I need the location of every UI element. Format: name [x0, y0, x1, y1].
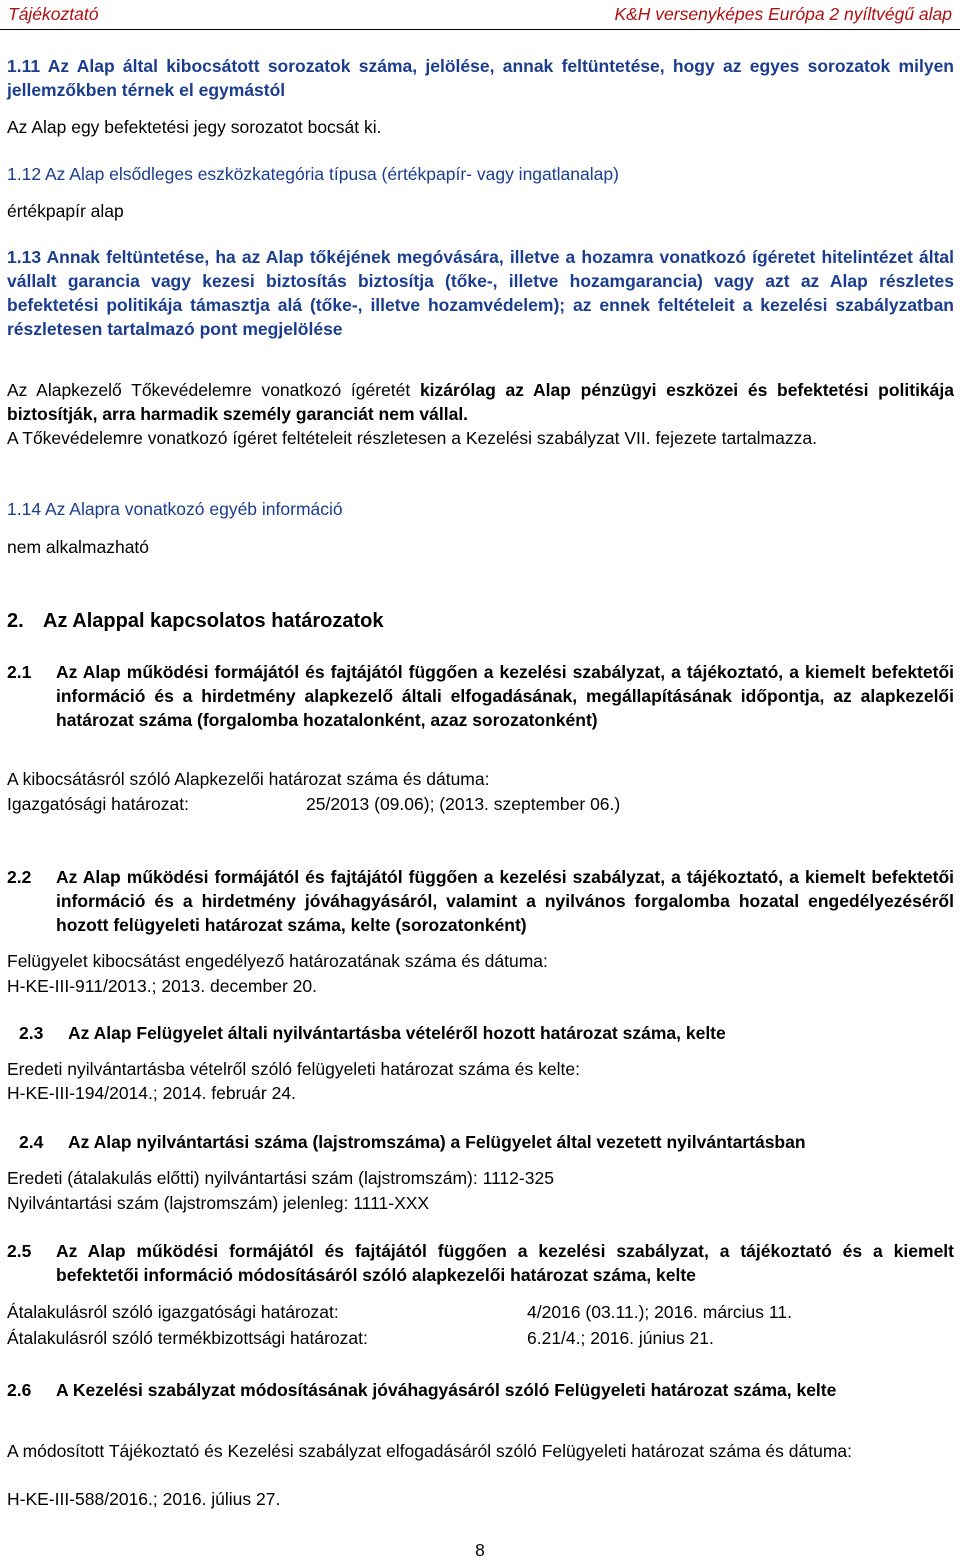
section-1-12-heading: 1.12 Az Alap elsődleges eszközkategória típusa (értékpapír- vagy ingatlanalap) [7, 164, 619, 184]
section-2-6-heading [7, 1378, 954, 1402]
section-2-5-row-1-value: 4/2016 (03.11.); 2016. március 11. [527, 1302, 792, 1322]
section-2-3-text: Az Alap Felügyelet általi nyilvántartásba vételéről hozott határozat száma, kelte [68, 1023, 726, 1043]
section-2-1-line-1: A kibocsátásról szóló Alapkezelői határozat száma és dátuma: [7, 769, 490, 789]
page-number: 8 [475, 1540, 485, 1560]
section-2-5-row-2 [7, 1326, 954, 1350]
section-2-6-number: 2.6 [7, 1380, 32, 1400]
section-2-title: Az Alappal kapcsolatos határozatok [43, 610, 384, 632]
section-2-1-value: 25/2013 (09.06); (2013. szeptember 06.) [306, 794, 621, 814]
section-2-5-row-1 [7, 1300, 954, 1324]
section-2-1-number: 2.1 [7, 662, 32, 682]
section-2-1-label: Igazgatósági határozat: [7, 794, 189, 814]
section-2-2-text: Az Alap működési formájától és fajtájától függően a kezelési szabályzat, a tájékoztató, a kiemelt befektetői információ és a hirdetmény jóváhagyásáról, valamint a nyilvános forgalomba hozatal engedélyezéséről hozott felügyeleti határozat száma, kelte (sorozatonként) [56, 867, 954, 935]
section-2-1-row [7, 792, 954, 816]
section-2-3-line-1: Eredeti nyilvántartásba vételről szóló felügyeleti határozat száma és kelte: [7, 1059, 580, 1079]
section-2-5-row-1-label: Átalakulásról szóló igazgatósági határozat: [7, 1302, 339, 1322]
header-left: Tájékoztató [8, 4, 99, 24]
section-2-1-heading [7, 660, 954, 732]
section-1-14-body: nem alkalmazható [7, 537, 150, 557]
section-2-4-line-1: Eredeti (átalakulás előtti) nyilvántartási szám (lajstromszám): 1112-325 [7, 1168, 554, 1188]
section-2-4-heading [7, 1130, 954, 1154]
section-2-5-text: Az Alap működési formájától és fajtájától függően a kezelési szabályzat, a tájékoztató és a kiemelt befektetői információ módosításáról szóló alapkezelői határozat száma, kelte [56, 1241, 954, 1285]
section-1-13-heading: 1.13 Annak feltüntetése, ha az Alap tőkéjének megóvására, illetve a hozamra vonatkozó ígéretet hitelintézet által vállalt garancia vagy kezesi biztosítás biztosítja (tőke-, illetve hozamgarancia) vagy azt az Alap részletes befektetési politikája támasztja alá (tőke-, illetve hozamvédelem); az ennek feltételeit a kezelési szabályzatban részletesen tartalmazó pont megjelölése [7, 247, 954, 339]
section-2-6-line-2: H-KE-III-588/2016.; 2016. július 27. [7, 1489, 281, 1509]
section-1-12-body: értékpapír alap [7, 201, 124, 221]
section-2-2-heading [7, 865, 954, 937]
section-1-14-heading: 1.14 Az Alapra vonatkozó egyéb információ [7, 499, 343, 519]
section-2-2-line-1: Felügyelet kibocsátást engedélyező határozatának száma és dátuma: [7, 951, 548, 971]
section-1-13-p1-normal: Az Alapkezelő Tőkevédelemre vonatkozó ígéretét [7, 380, 420, 400]
section-2-3-line-2: H-KE-III-194/2014.; 2014. február 24. [7, 1083, 296, 1103]
section-1-13-paragraph-1 [7, 378, 954, 426]
section-2-2-line-2: H-KE-III-911/2013.; 2013. december 20. [7, 976, 317, 996]
section-1-11-body: Az Alap egy befektetési jegy sorozatot bocsát ki. [7, 117, 382, 137]
section-2-6-text: A Kezelési szabályzat módosításának jóváhagyásáról szóló Felügyeleti határozat száma, kelte [56, 1380, 837, 1400]
section-1-11-heading: 1.11 Az Alap által kibocsátott sorozatok száma, jelölése, annak feltüntetése, hogy az egyes sorozatok milyen jellemzőkben térnek el egymástól [7, 56, 954, 100]
section-2-5-heading [7, 1239, 954, 1287]
section-2-6-line-1: A módosított Tájékoztató és Kezelési szabályzat elfogadásáról szóló Felügyeleti határozat száma és dátuma: [7, 1441, 852, 1461]
section-2-heading [7, 607, 954, 635]
section-2-3-heading [7, 1021, 954, 1045]
header-right: K&H versenyképes Európa 2 nyíltvégű alap [614, 4, 952, 24]
section-2-4-text: Az Alap nyilvántartási száma (lajstromszáma) a Felügyelet által vezetett nyilvántartásban [68, 1132, 806, 1152]
section-2-3-number: 2.3 [19, 1023, 44, 1043]
section-2-5-row-2-value: 6.21/4.; 2016. június 21. [527, 1328, 714, 1348]
section-2-4-number: 2.4 [19, 1132, 44, 1152]
section-2-2-number: 2.2 [7, 867, 32, 887]
section-1-13-paragraph-2: A Tőkevédelemre vonatkozó ígéret feltételeit részletesen a Kezelési szabályzat VII. fejezete tartalmazza. [7, 428, 817, 448]
section-2-5-number: 2.5 [7, 1241, 32, 1261]
page-header [0, 0, 960, 30]
section-2-1-text: Az Alap működési formájától és fajtájától függően a kezelési szabályzat, a tájékoztató, a kiemelt befektetői információ és a hirdetmény alapkezelő általi elfogadásának, megállapításának időpontja, az alapkezelői határozat száma (forgalomba hozatalonként, azaz sorozatonként) [56, 662, 954, 730]
section-2-number: 2. [7, 610, 24, 632]
section-1-13-p1-bold: kizárólag az Alap pénzügyi eszközei és befektetési politikája biztosítják, arra harmadik személy garanciát nem vállal. [7, 380, 954, 424]
section-2-5-row-2-label: Átalakulásról szóló termékbizottsági határozat: [7, 1328, 368, 1348]
section-2-4-line-2: Nyilvántartási szám (lajstromszám) jelenleg: 1111-XXX [7, 1193, 430, 1213]
